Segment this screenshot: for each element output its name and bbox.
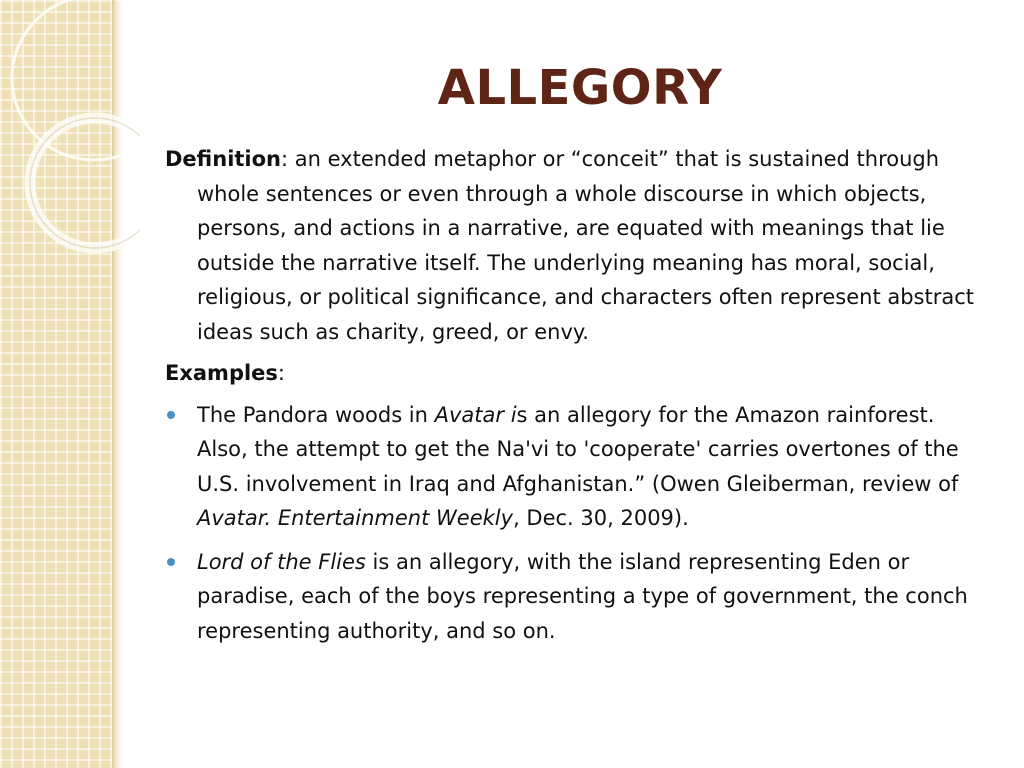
- example-italic-text: Avatar. Entertainment Weekly: [197, 506, 514, 530]
- example-item-avatar: [165, 398, 980, 536]
- example-text: , Dec. 30, 2009).: [513, 506, 689, 530]
- example-text: s an allegory for the Amazon rainforest. Also, the attempt to get the Na'vi to 'cooperate' carries overtones of the U.S. involvement in Iraq and Afghanistan.” (Owen Gleiberman, review of: [197, 402, 959, 496]
- examples-list: [165, 398, 980, 649]
- bullet-dot-icon: [167, 558, 175, 566]
- slide-body: [165, 142, 980, 657]
- slide-title: ALLEGORY: [437, 60, 723, 116]
- decorative-rings: [0, 0, 140, 300]
- example-item-lord-of-the-flies: [165, 545, 980, 649]
- example-italic-text: Lord of the Flies: [197, 549, 366, 574]
- bullet-dot-icon: [167, 411, 175, 419]
- example-italic-text: Avatar i: [434, 402, 517, 427]
- definition-label: Definition: [165, 147, 282, 171]
- examples-label: Examples: [165, 361, 278, 385]
- definition-colon: :: [281, 147, 289, 171]
- examples-colon: :: [277, 361, 285, 385]
- definition-paragraph: [165, 142, 980, 349]
- example-text: The Pandora woods in: [197, 402, 435, 427]
- example-text: is an allegory, with the island representing Eden or paradise, each of the boys representing a type of government, the conch representing authority, and so on.: [197, 549, 968, 643]
- definition-text: an extended metaphor or “conceit” that is sustained through whole sentences or even through a whole discourse in which objects, persons, and actions in a narrative, are equated with meanings that lie outside the narrative itself. The underlying meaning has moral, social, religious, or political significance, and characters often represent abstract ideas such as charity, greed, or envy.: [197, 147, 975, 344]
- examples-heading: [165, 356, 980, 391]
